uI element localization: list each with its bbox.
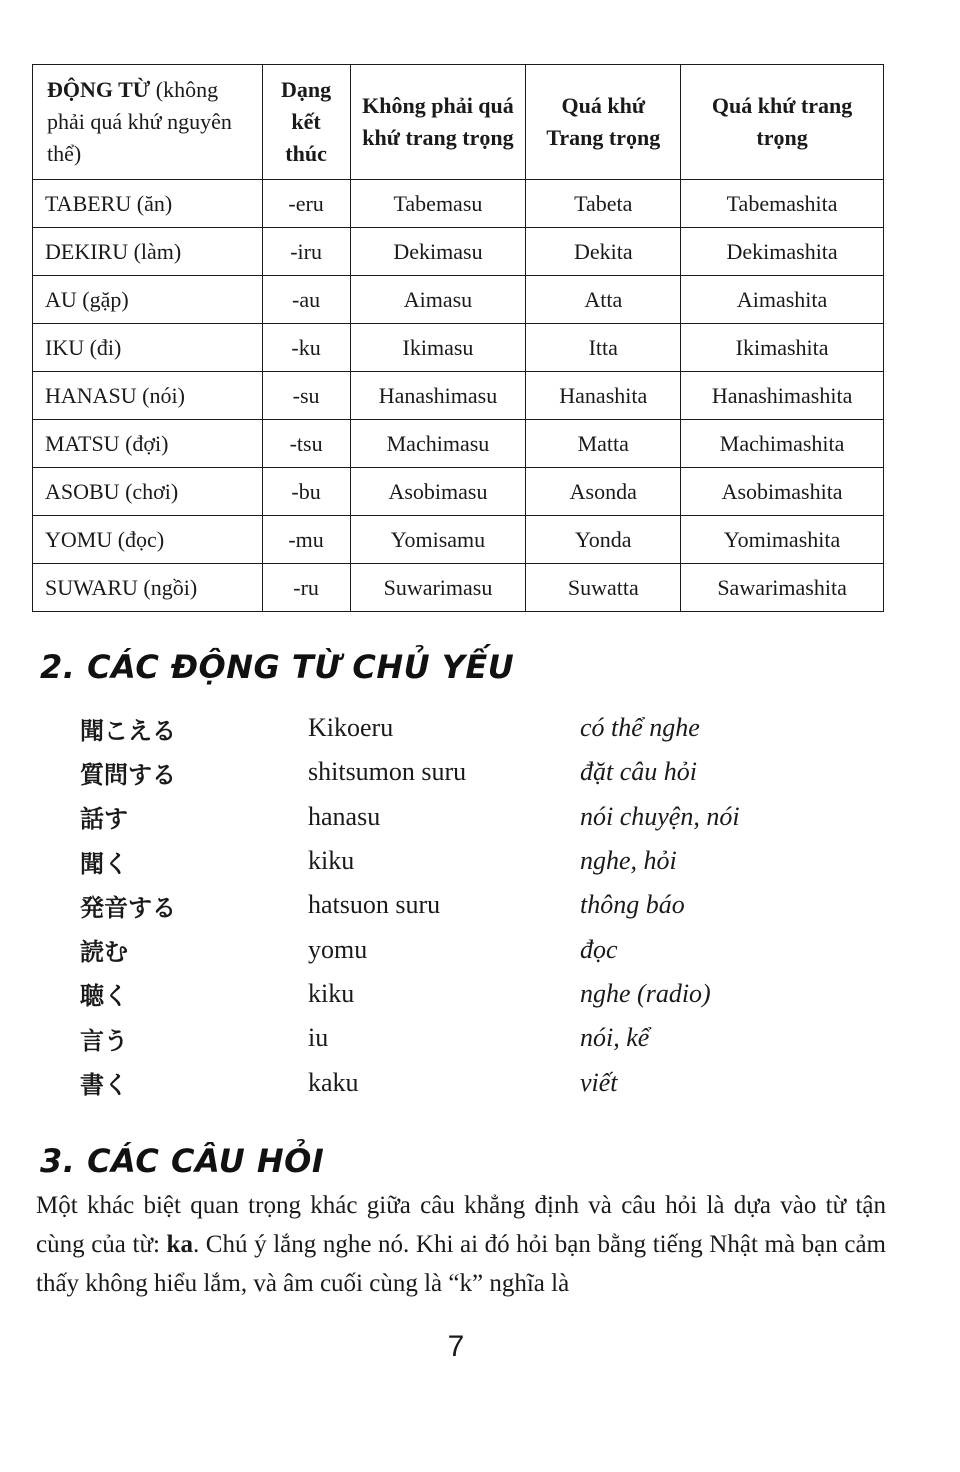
list-item bbox=[80, 883, 900, 927]
list-item bbox=[80, 839, 900, 883]
cell-ending: -mu bbox=[262, 516, 350, 564]
cell-nonpast-formal: Hanashimasu bbox=[350, 372, 526, 420]
header-ending: Dạng kết thúc bbox=[262, 65, 350, 180]
cell-ending: -au bbox=[262, 276, 350, 324]
verb-japanese: 読む bbox=[80, 938, 128, 967]
cell-verb: YOMU (đọc) bbox=[33, 516, 263, 564]
cell-past-formal: Asobimashita bbox=[681, 468, 884, 516]
cell-past-formal: Yomimashita bbox=[681, 516, 884, 564]
cell-verb: TABERU (ăn) bbox=[33, 180, 263, 228]
header-nonpast-formal: Không phải quá khứ trang trọng bbox=[350, 65, 526, 180]
cell-ending: -iru bbox=[262, 228, 350, 276]
section-2-heading: 2. CÁC ĐỘNG TỪ CHỦ YẾU bbox=[40, 648, 515, 686]
table-row bbox=[33, 564, 884, 612]
cell-past-informal: Suwatta bbox=[526, 564, 681, 612]
verb-romaji: kaku bbox=[308, 1067, 359, 1097]
verb-conjugation-table bbox=[32, 64, 884, 612]
cell-nonpast-formal: Dekimasu bbox=[350, 228, 526, 276]
cell-ending: -ku bbox=[262, 324, 350, 372]
verb-romaji: shitsumon suru bbox=[308, 757, 467, 787]
cell-past-informal: Hanashita bbox=[526, 372, 681, 420]
verb-meaning: thông báo bbox=[580, 890, 685, 920]
list-item bbox=[80, 927, 900, 971]
cell-verb: MATSU (đợi) bbox=[33, 420, 263, 468]
list-item bbox=[80, 972, 900, 1016]
verb-meaning: nói, kể bbox=[580, 1023, 650, 1053]
cell-past-informal: Itta bbox=[526, 324, 681, 372]
header-past-formal: Quá khứ trang trọng bbox=[681, 65, 884, 180]
cell-nonpast-formal: Machimasu bbox=[350, 420, 526, 468]
list-item bbox=[80, 1060, 900, 1104]
paragraph-keyword: ka bbox=[166, 1231, 193, 1258]
cell-past-informal: Tabeta bbox=[526, 180, 681, 228]
cell-nonpast-formal: Suwarimasu bbox=[350, 564, 526, 612]
verb-meaning: có thể nghe bbox=[580, 713, 700, 743]
cell-verb: DEKIRU (làm) bbox=[33, 228, 263, 276]
cell-past-informal: Atta bbox=[526, 276, 681, 324]
table-row bbox=[33, 276, 884, 324]
verb-japanese: 発音する bbox=[80, 893, 176, 922]
cell-past-formal: Ikimashita bbox=[681, 324, 884, 372]
cell-past-informal: Yonda bbox=[526, 516, 681, 564]
cell-verb: SUWARU (ngồi) bbox=[33, 564, 263, 612]
table-row bbox=[33, 468, 884, 516]
verb-meaning: nói chuyện, nói bbox=[580, 801, 740, 831]
cell-past-informal: Asonda bbox=[526, 468, 681, 516]
verb-romaji: kiku bbox=[308, 846, 355, 876]
table-row bbox=[33, 516, 884, 564]
cell-verb: ASOBU (chơi) bbox=[33, 468, 263, 516]
verb-romaji: hanasu bbox=[308, 801, 381, 831]
header-verb: ĐỘNG TỪ (không phải quá khứ nguyên thể) bbox=[33, 65, 263, 180]
cell-ending: -su bbox=[262, 372, 350, 420]
verb-romaji: iu bbox=[308, 1023, 329, 1053]
verb-japanese: 質問する bbox=[80, 760, 176, 789]
paragraph-text-start: Một khác biệt quan trọng khác giữa câu khẳng định và câu hỏi là dựa vào từ tận cùng của từ: bbox=[36, 1192, 886, 1258]
verb-japanese: 言う bbox=[80, 1026, 128, 1055]
cell-past-formal: Aimashita bbox=[681, 276, 884, 324]
table-row bbox=[33, 228, 884, 276]
cell-past-informal: Dekita bbox=[526, 228, 681, 276]
cell-nonpast-formal: Aimasu bbox=[350, 276, 526, 324]
table-body bbox=[33, 180, 884, 612]
verb-romaji: kiku bbox=[308, 978, 355, 1008]
page-number: 7 bbox=[447, 1330, 465, 1363]
verb-meaning: nghe, hỏi bbox=[580, 846, 677, 876]
verb-japanese: 話す bbox=[80, 805, 128, 834]
table-row bbox=[33, 180, 884, 228]
paragraph-text-end: . Chú ý lắng nghe nó. Khi ai đó hỏi bạn bằng tiếng Nhật mà bạn cảm thấy không hiểu lắm, và âm cuối cùng là “k” nghĩa là bbox=[36, 1231, 886, 1297]
cell-nonpast-formal: Ikimasu bbox=[350, 324, 526, 372]
cell-past-formal: Machimashita bbox=[681, 420, 884, 468]
table-row bbox=[33, 324, 884, 372]
verb-japanese: 聞く bbox=[80, 849, 128, 878]
cell-nonpast-formal: Tabemasu bbox=[350, 180, 526, 228]
list-item bbox=[80, 1016, 900, 1060]
main-verbs-list bbox=[80, 706, 900, 1105]
header-past-informal: Quá khứ Trang trọng bbox=[526, 65, 681, 180]
cell-past-formal: Sawarimashita bbox=[681, 564, 884, 612]
table-row bbox=[33, 372, 884, 420]
verb-meaning: viết bbox=[580, 1067, 618, 1097]
cell-verb: AU (gặp) bbox=[33, 276, 263, 324]
verb-meaning: đặt câu hỏi bbox=[580, 757, 697, 787]
list-item bbox=[80, 750, 900, 794]
list-item bbox=[80, 795, 900, 839]
verb-japanese: 聴く bbox=[80, 982, 128, 1011]
cell-ending: -tsu bbox=[262, 420, 350, 468]
section-3-heading: 3. CÁC CÂU HỎI bbox=[40, 1142, 325, 1180]
cell-ending: -bu bbox=[262, 468, 350, 516]
verb-romaji: hatsuon suru bbox=[308, 890, 441, 920]
verb-japanese: 聞こえる bbox=[80, 716, 176, 745]
cell-past-informal: Matta bbox=[526, 420, 681, 468]
verb-romaji: yomu bbox=[308, 934, 368, 964]
table-row bbox=[33, 420, 884, 468]
list-item bbox=[80, 706, 900, 750]
verb-meaning: đọc bbox=[580, 934, 618, 964]
verb-japanese: 書く bbox=[80, 1071, 128, 1100]
cell-verb: HANASU (nói) bbox=[33, 372, 263, 420]
cell-past-formal: Tabemashita bbox=[681, 180, 884, 228]
cell-verb: IKU (đi) bbox=[33, 324, 263, 372]
cell-nonpast-formal: Yomisamu bbox=[350, 516, 526, 564]
cell-ending: -ru bbox=[262, 564, 350, 612]
cell-past-formal: Dekimashita bbox=[681, 228, 884, 276]
verb-romaji: Kikoeru bbox=[308, 713, 394, 743]
cell-nonpast-formal: Asobimasu bbox=[350, 468, 526, 516]
cell-past-formal: Hanashimashita bbox=[681, 372, 884, 420]
section-3-paragraph bbox=[36, 1186, 886, 1303]
verb-meaning: nghe (radio) bbox=[580, 978, 711, 1008]
cell-ending: -eru bbox=[262, 180, 350, 228]
table-header-row bbox=[33, 65, 884, 180]
